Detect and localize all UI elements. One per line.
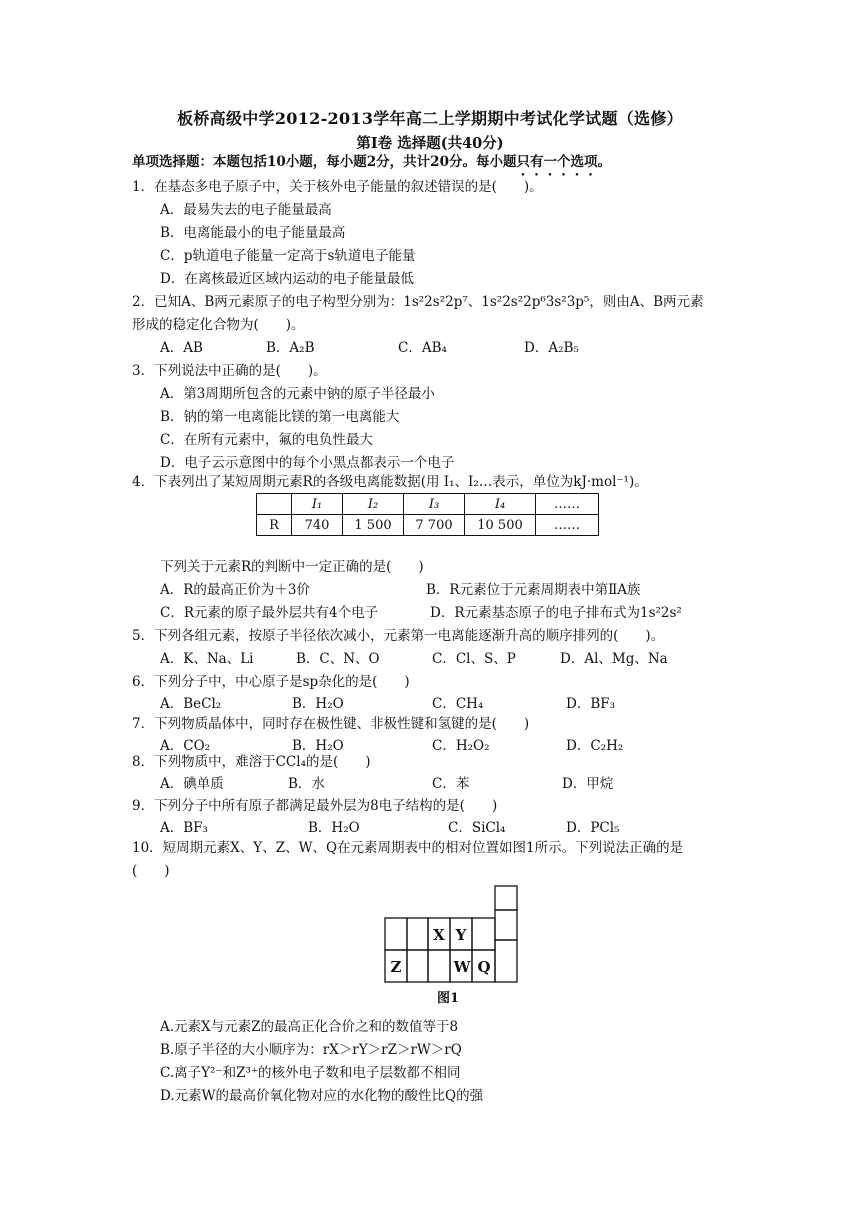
q2-stem-line1: 2．已知A、B两元素原子的电子构型分别为：1s²2s²2p⁷、1s²2s²2p⁶3s²3p⁵，则由A、B两元素 — [132, 294, 704, 310]
q1-option-a: A．最易失去的电子能量最高 — [160, 202, 332, 218]
q4-stem: 4．下表列出了某短周期元素R的各级电离能数据(用 I₁、I₂…表示，单位为kJ·mol⁻¹)。 — [132, 474, 648, 490]
grid-cell — [495, 886, 517, 910]
q6-stem: 6．下列分子中，中心原子是sp杂化的是( ) — [132, 674, 410, 690]
q6-option-c: C．CH₄ — [432, 696, 484, 712]
element-x-label: X — [433, 926, 445, 944]
q7-option-a: A．CO₂ — [160, 738, 211, 754]
q8-option-a: A．碘单质 — [160, 776, 224, 792]
q10-option-b: B.原子半径的大小顺序为：rX＞rY＞rZ＞rW＞rQ — [160, 1042, 462, 1058]
q4-option-a: A．R的最高正价为＋3价 — [160, 582, 311, 598]
q10-option-d: D.元素W的最高价氧化物对应的水化物的酸性比Q的强 — [160, 1088, 484, 1104]
table-cell: I₄ — [465, 494, 536, 515]
grid-cell — [472, 918, 495, 950]
table-cell: 740 — [292, 515, 343, 536]
q5-stem: 5．下列各组元素，按原子半径依次减小，元素第一电离能逐渐升高的顺序排列的( )。 — [132, 628, 665, 644]
table-cell: 1 500 — [343, 515, 404, 536]
grid-cell — [407, 950, 428, 982]
element-y-label: Y — [455, 926, 467, 944]
q7-stem: 7．下列物质晶体中，同时存在极性键、非极性键和氢键的是( ) — [132, 716, 530, 732]
grid-cell — [495, 910, 517, 940]
q7-option-b: B．H₂O — [292, 738, 344, 754]
instruction-emphasis: 只有一个选项 — [516, 154, 598, 170]
q9-stem: 9．下列分子中所有原子都满足最外层为8电子结构的是( ) — [132, 798, 498, 814]
q5-option-a: A．K、Na、Li — [160, 651, 254, 667]
q2-stem-line2: 形成的稳定化合物为( )。 — [132, 317, 305, 333]
table-row — [257, 515, 599, 536]
q7-option-d: D．C₂H₂ — [566, 738, 624, 754]
table-cell: …… — [536, 515, 599, 536]
q9-option-c: C．SiCl₄ — [448, 820, 506, 836]
grid-cell — [428, 950, 450, 982]
figure-caption: 图1 — [437, 991, 460, 1006]
q9-option-d: D．PCl₅ — [566, 820, 620, 836]
grid-cell — [407, 918, 428, 950]
q4-option-d: D．R元素基态原子的电子排布式为1s²2s² — [430, 605, 682, 621]
ionization-energy-table — [256, 493, 599, 536]
table-cell: I₃ — [404, 494, 465, 515]
table-cell: 7 700 — [404, 515, 465, 536]
q1-stem: 1．在基态多电子原子中，关于核外电子能量的叙述错误的是( )。 — [132, 179, 543, 195]
q6-option-b: B．H₂O — [292, 696, 344, 712]
q5-option-d: D．Al、Mg、Na — [560, 651, 668, 667]
periodic-table-figure — [380, 884, 522, 984]
table-cell: 10 500 — [465, 515, 536, 536]
q10-stem-line2: ( ) — [132, 863, 170, 879]
element-z-label: Z — [390, 958, 402, 976]
q8-stem: 8．下列物质中，难溶于CCl₄的是( ) — [132, 754, 371, 770]
q6-option-a: A．BeCl₂ — [160, 696, 222, 712]
q1-option-b: B．电离能最小的电子能量最高 — [160, 225, 346, 241]
grid-cell — [495, 940, 517, 982]
q10-option-a: A.元素X与元素Z的最高正化合价之和的数值等于8 — [160, 1019, 459, 1035]
element-q-label: Q — [477, 958, 491, 976]
grid-cell — [385, 918, 407, 950]
q3-option-c: C．在所有元素中，氟的电负性最大 — [160, 432, 373, 448]
q5-option-c: C．Cl、S、P — [432, 651, 516, 667]
q9-option-a: A．BF₃ — [160, 820, 208, 836]
q3-option-d: D．电子云示意图中的每个小黑点都表示一个电子 — [160, 455, 455, 471]
element-w-label: W — [453, 958, 471, 976]
q3-stem: 3．下列说法中正确的是( )。 — [132, 363, 327, 379]
q10-stem-line1: 10．短周期元素X、Y、Z、W、Q在元素周期表中的相对位置如图1所示。下列说法正确的是 — [132, 840, 684, 856]
q4-sub-stem: 下列关于元素R的判断中一定正确的是( ) — [160, 559, 424, 575]
q9-option-b: B．H₂O — [308, 820, 360, 836]
q2-option-d: D．A₂B₅ — [524, 340, 579, 356]
section-title: 第Ⅰ卷 选择题(共40分) — [356, 135, 504, 152]
instruction: 单项选择题：本题包括10小题，每小题2分，共计20分。每小题只有一个选项。 — [132, 154, 611, 170]
q10-option-c: C.离子Y²⁻和Z³⁺的核外电子数和电子层数都不相同 — [160, 1065, 461, 1081]
q4-option-b: B．R元素位于元素周期表中第ⅡA族 — [426, 582, 641, 598]
q3-option-a: A．第3周期所包含的元素中钠的原子半径最小 — [160, 386, 435, 402]
q2-option-c: C．AB₄ — [398, 340, 447, 356]
periodic-grid — [385, 886, 517, 982]
q4-option-c: C．R元素的原子最外层共有4个电子 — [160, 605, 379, 621]
table-cell: …… — [536, 494, 599, 515]
table-cell: I₁ — [292, 494, 343, 515]
q3-option-b: B．钠的第一电离能比镁的第一电离能大 — [160, 409, 400, 425]
table-cell — [257, 494, 292, 515]
table-header-row — [257, 494, 599, 515]
q5-option-b: B．C、N、O — [296, 651, 380, 667]
q2-option-b: B．A₂B — [266, 340, 315, 356]
q8-option-b: B．水 — [288, 776, 325, 792]
page-title: 板桥高级中学2012-2013学年高二上学期期中考试化学试题（选修） — [177, 109, 683, 128]
q6-option-d: D．BF₃ — [566, 696, 616, 712]
q1-option-d: D．在离核最近区域内运动的电子能量最低 — [160, 271, 414, 287]
table-cell: R — [257, 515, 292, 536]
q8-option-d: D．甲烷 — [562, 776, 614, 792]
q2-option-a: A．AB — [160, 340, 203, 356]
q8-option-c: C．苯 — [432, 776, 470, 792]
q7-option-c: C．H₂O₂ — [432, 738, 490, 754]
q1-option-c: C．p轨道电子能量一定高于s轨道电子能量 — [160, 248, 416, 264]
table-cell: I₂ — [343, 494, 404, 515]
